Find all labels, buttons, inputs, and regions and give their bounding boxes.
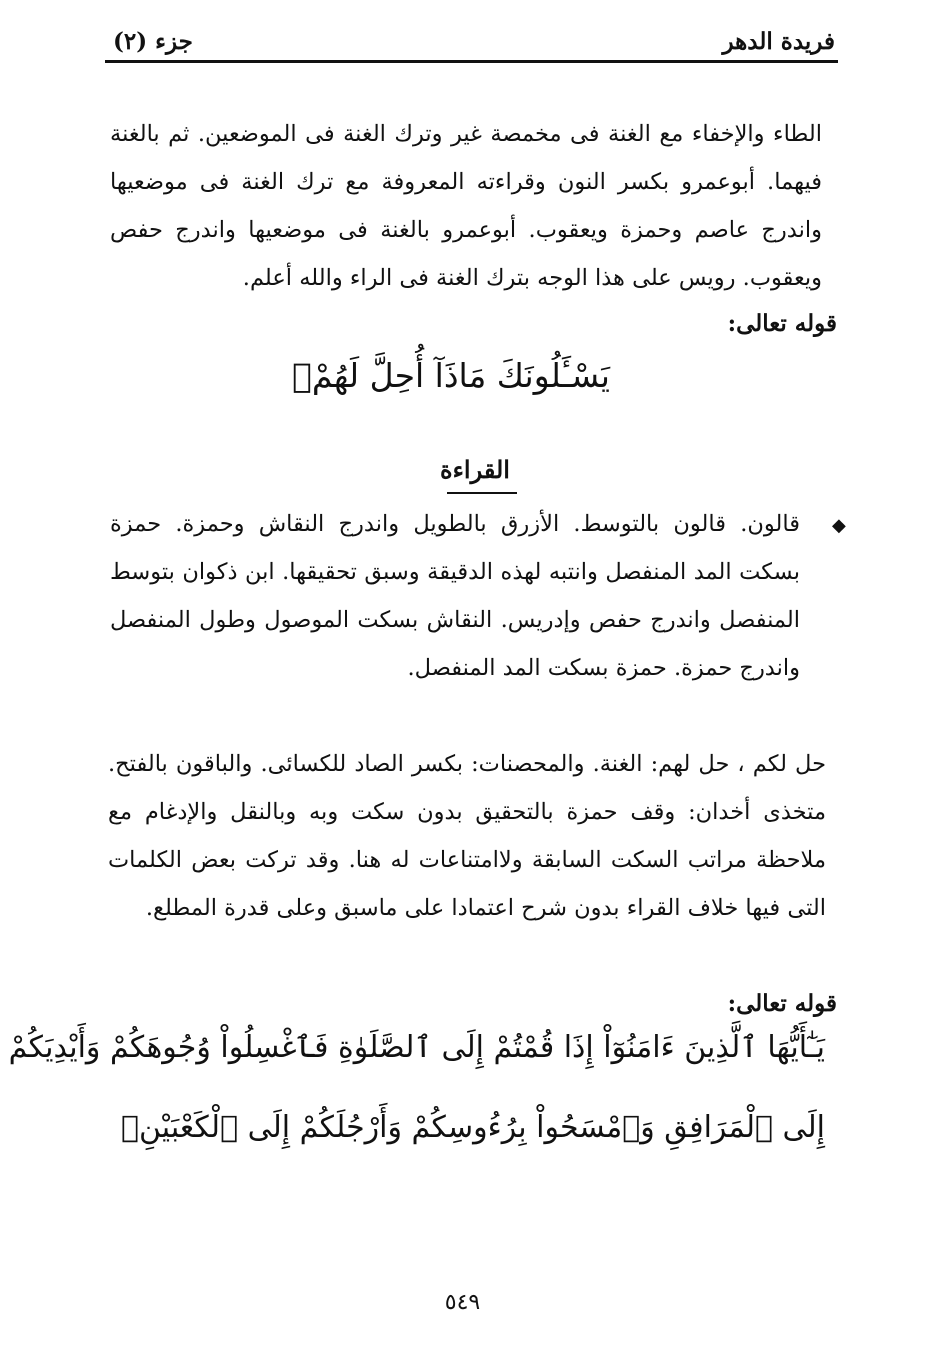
quran-verse-1: يَسْـَٔلُونَكَ مَاذَآ أُحِلَّ لَهُمْۖ — [292, 356, 610, 395]
part-label: جزء (٢) — [113, 28, 193, 55]
heading-underline — [447, 492, 517, 494]
diamond-bullet-icon: ◆ — [832, 515, 846, 536]
page-number: ٥٤٩ — [444, 1290, 481, 1315]
header-rule — [105, 60, 838, 63]
verse-lead-2: قوله تعالى: — [727, 990, 837, 1017]
book-title: فريدة الدهر — [722, 28, 835, 55]
paragraph-qiraa: قالون. قالون بالتوسط. الأزرق بالطويل واندرج النقاش وحمزة. حمزة بسكت المد المنفصل وانتبه لهذه الدقيقة وسبق تحقيقها. ابن ذكوان بتوسط المنفصل واندرج حفص وإدريس. النقاش بسكت الموصول وطول المنفصل واندرج حمزة. حمزة بسكت المد المنفصل. — [110, 511, 800, 681]
running-header — [105, 22, 835, 58]
quran-verse-2-line-1: يَـٰٓأَيُّهَا ٱلَّذِينَ ءَامَنُوٓاْ إِذَا قُمْتُمْ إِلَى ٱلصَّلَوٰةِ فَٱغْسِلُواْ وُجُوهَكُمْ وَأَيْدِيَكُمْ — [8, 1030, 825, 1065]
quran-verse-2-line-2: إِلَى ٱلْمَرَافِقِ وَٱمْسَحُواْ بِرُءُوسِكُمْ وَأَرْجُلَكُمْ إِلَى ٱلْكَعْبَيْنِۚ — [120, 1110, 825, 1145]
paragraph-commentary: حل لكم ، حل لهم: الغنة. والمحصنات: بكسر الصاد للكسائى. والباقون بالفتح. متخذى أخدان: وقف حمزة بالتحقيق بدون سكت وبه وبالنقل والإدغام مع ملاحظة مراتب السكت السابقة ولاامتناعات له هنا. وقد تركت بعض الكلمات التى فيها خلاف القراء بدون شرح اعتمادا على ماسبق وعلى قدرة المطلع. — [108, 751, 826, 921]
paragraph-ghunna: الطاء والإخفاء مع الغنة فى مخمصة غير وترك الغنة فى الموضعين. ثم بالغنة فيهما. أبوعمرو بكسر النون وقراءته المعروفة مع ترك الغنة فى موضعيها واندرج عاصم وحمزة ويعقوب. أبوعمرو بالغنة فى موضعيها واندرج حفص ويعقوب. رويس على هذا الوجه بترك الغنة فى الراء والله أعلم. — [110, 121, 822, 291]
section-heading-qiraa: القراءة — [440, 455, 510, 484]
verse-lead-1: قوله تعالى: — [727, 310, 837, 337]
